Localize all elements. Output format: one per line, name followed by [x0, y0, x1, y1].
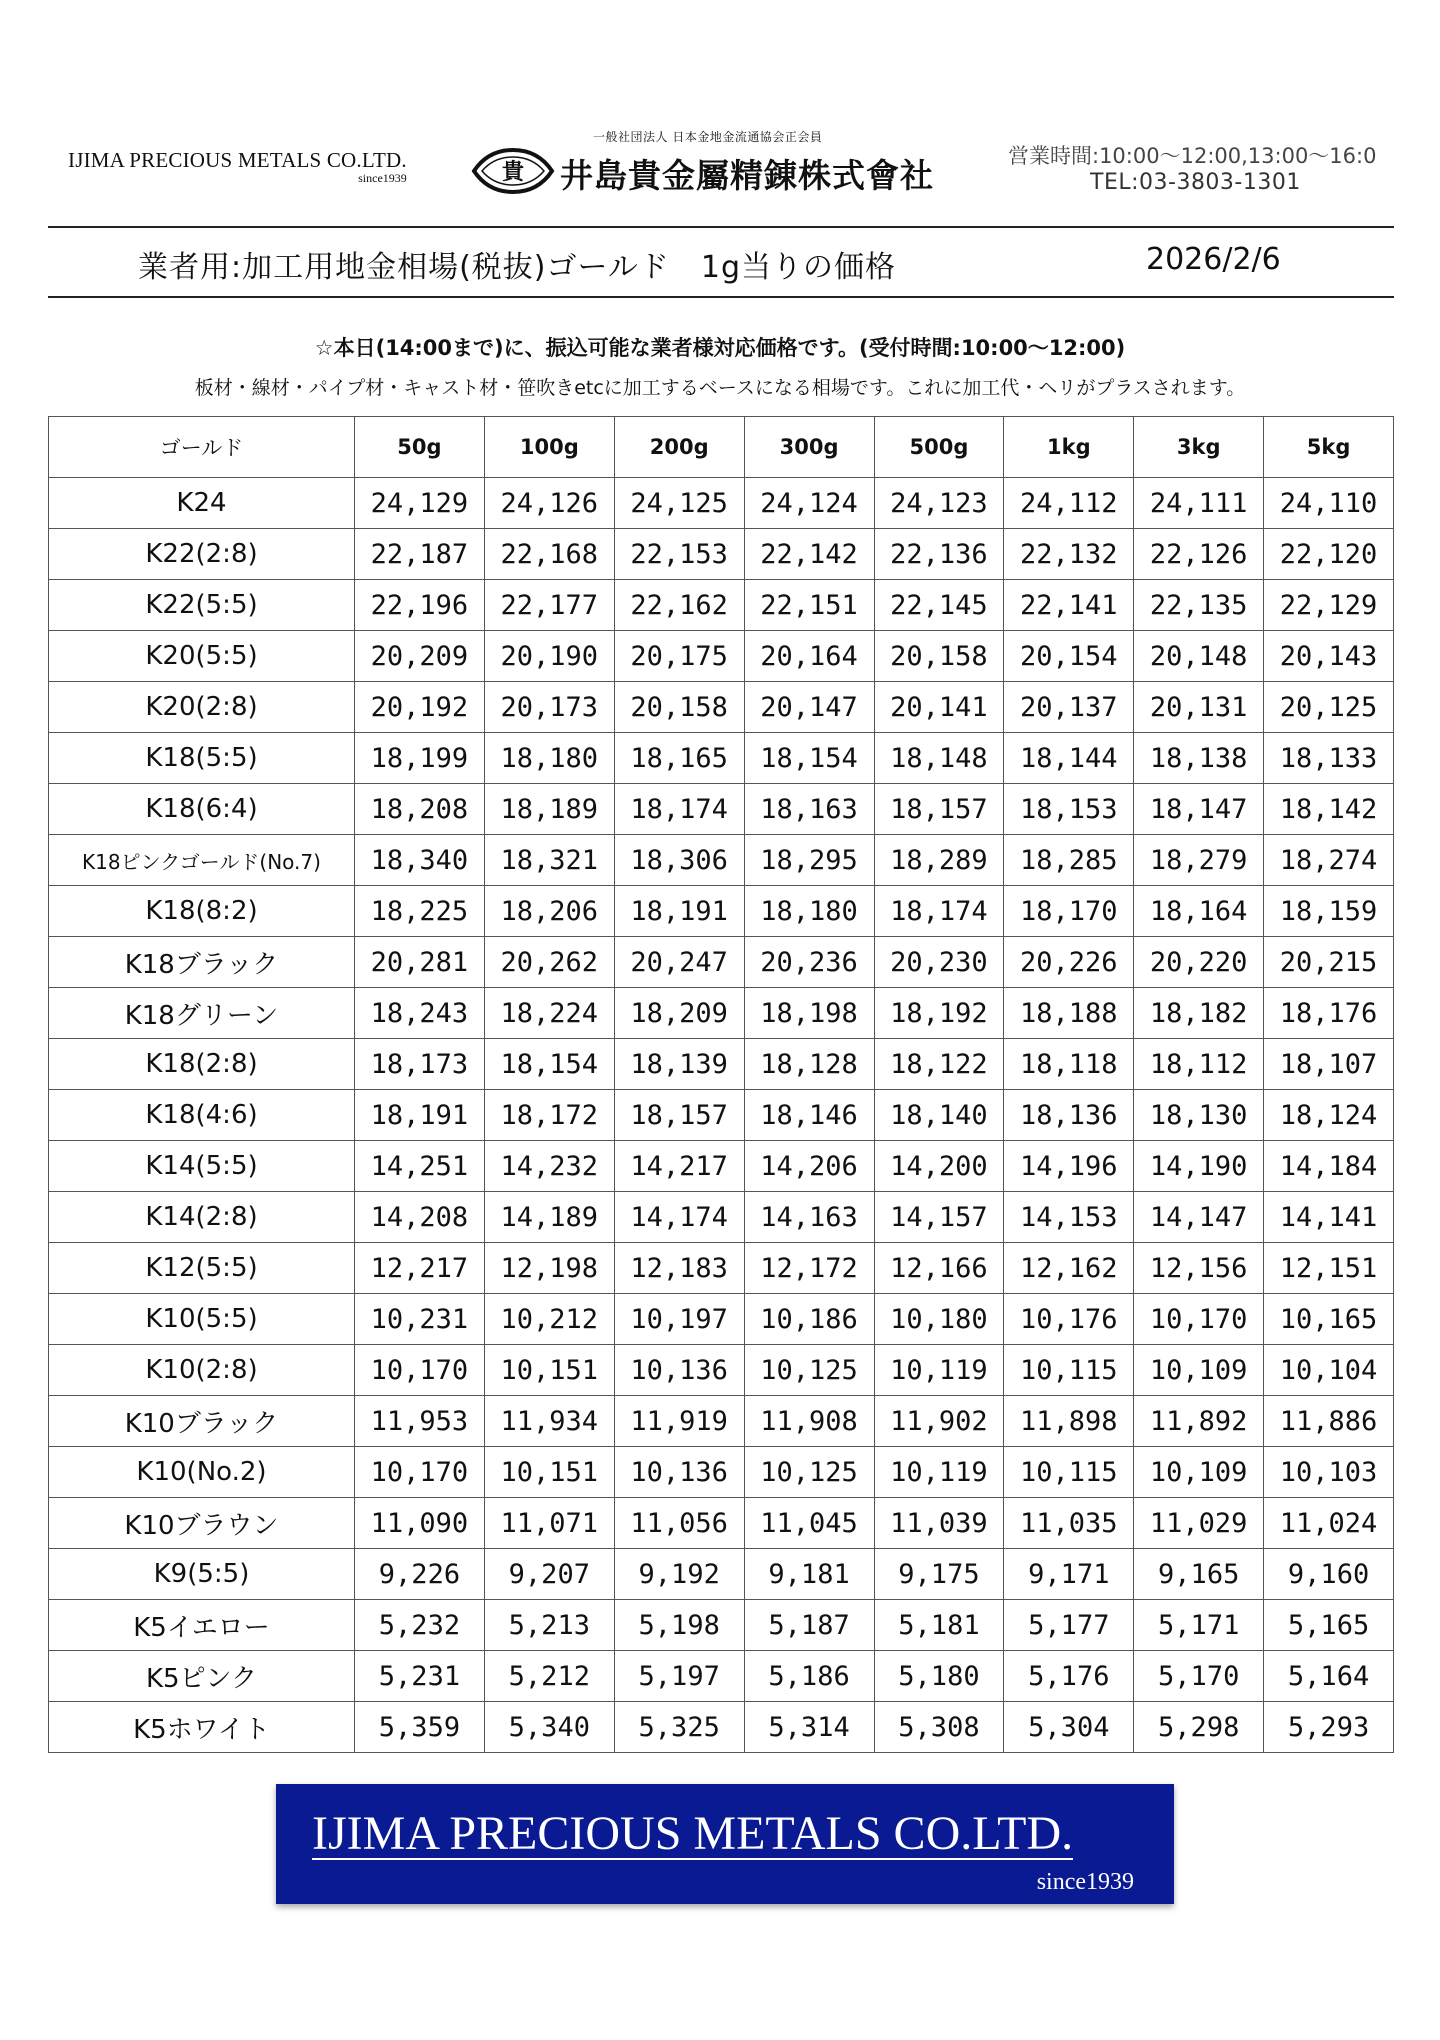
grade-cell: K10(2:8)	[49, 1345, 355, 1396]
price-title-bar	[48, 226, 1394, 298]
price-cell: 10,151	[484, 1447, 614, 1498]
table-body	[49, 478, 1394, 1753]
price-cell: 18,243	[355, 988, 485, 1039]
price-cell: 22,126	[1134, 529, 1264, 580]
price-cell: 5,180	[874, 1651, 1004, 1702]
price-cell: 14,232	[484, 1141, 614, 1192]
price-cell: 18,295	[744, 835, 874, 886]
price-cell: 5,212	[484, 1651, 614, 1702]
price-cell: 18,189	[484, 784, 614, 835]
price-cell: 5,325	[614, 1702, 744, 1753]
price-cell: 12,156	[1134, 1243, 1264, 1294]
price-cell: 18,176	[1264, 988, 1394, 1039]
price-cell: 18,174	[614, 784, 744, 835]
price-cell: 11,090	[355, 1498, 485, 1549]
price-cell: 20,141	[874, 682, 1004, 733]
price-cell: 18,174	[874, 886, 1004, 937]
price-cell: 12,172	[744, 1243, 874, 1294]
price-cell: 20,215	[1264, 937, 1394, 988]
price-cell: 5,176	[1004, 1651, 1134, 1702]
column-header: 200g	[614, 417, 744, 478]
brand-since: since1939	[358, 171, 407, 185]
grade-cell: K9(5:5)	[49, 1549, 355, 1600]
price-cell: 18,321	[484, 835, 614, 886]
grade-cell: K24	[49, 478, 355, 529]
price-cell: 18,209	[614, 988, 744, 1039]
price-notice: ☆本日(14:00まで)に、振込可能な業者様対応価格です。(受付時間:10:00～12:00)	[314, 336, 1126, 360]
price-cell: 10,104	[1264, 1345, 1394, 1396]
price-cell: 14,174	[614, 1192, 744, 1243]
price-cell: 18,118	[1004, 1039, 1134, 1090]
price-cell: 22,135	[1134, 580, 1264, 631]
page-title: 業者用:加工用地金相場(税抜)ゴールド 1g当りの価格	[138, 250, 897, 285]
price-cell: 5,198	[614, 1600, 744, 1651]
price-cell: 5,171	[1134, 1600, 1264, 1651]
price-cell: 10,136	[614, 1345, 744, 1396]
price-cell: 20,164	[744, 631, 874, 682]
price-cell: 18,154	[744, 733, 874, 784]
price-cell: 10,231	[355, 1294, 485, 1345]
price-cell: 18,122	[874, 1039, 1004, 1090]
price-cell: 22,132	[1004, 529, 1134, 580]
price-cell: 22,168	[484, 529, 614, 580]
footer-banner	[276, 1784, 1174, 1904]
price-cell: 24,124	[744, 478, 874, 529]
company-logo	[468, 128, 1008, 200]
grade-cell: K18(8:2)	[49, 886, 355, 937]
price-cell: 18,138	[1134, 733, 1264, 784]
price-cell: 5,164	[1264, 1651, 1394, 1702]
price-cell: 18,142	[1264, 784, 1394, 835]
table-row	[49, 1192, 1394, 1243]
price-cell: 22,153	[614, 529, 744, 580]
price-cell: 12,198	[484, 1243, 614, 1294]
price-cell: 24,126	[484, 478, 614, 529]
price-cell: 5,308	[874, 1702, 1004, 1753]
grade-cell: K10ブラック	[49, 1396, 355, 1447]
business-hours: 営業時間:10:00～12:00,13:00～16:0	[1008, 144, 1377, 168]
price-cell: 20,220	[1134, 937, 1264, 988]
price-cell: 18,133	[1264, 733, 1394, 784]
price-cell: 12,162	[1004, 1243, 1134, 1294]
price-cell: 18,136	[1004, 1090, 1134, 1141]
grade-cell: K5イエロー	[49, 1600, 355, 1651]
price-cell: 18,173	[355, 1039, 485, 1090]
price-cell: 9,181	[744, 1549, 874, 1600]
grade-cell: K14(5:5)	[49, 1141, 355, 1192]
price-sub-notice: 板材・線材・パイプ材・キャスト材・笹吹きetcに加工するベースになる相場です。これに加工代・ヘリがプラスされます。	[194, 377, 1246, 399]
price-cell: 10,109	[1134, 1447, 1264, 1498]
price-cell: 12,166	[874, 1243, 1004, 1294]
price-cell: 24,123	[874, 478, 1004, 529]
table-row	[49, 1039, 1394, 1090]
table-row	[49, 1141, 1394, 1192]
price-cell: 22,129	[1264, 580, 1394, 631]
price-cell: 18,140	[874, 1090, 1004, 1141]
table-row	[49, 1600, 1394, 1651]
table-row	[49, 1090, 1394, 1141]
price-cell: 18,139	[614, 1039, 744, 1090]
price-cell: 20,226	[1004, 937, 1134, 988]
table-row	[49, 937, 1394, 988]
price-cell: 18,340	[355, 835, 485, 886]
price-cell: 22,142	[744, 529, 874, 580]
price-cell: 5,165	[1264, 1600, 1394, 1651]
price-cell: 18,180	[744, 886, 874, 937]
price-cell: 11,892	[1134, 1396, 1264, 1447]
price-cell: 18,146	[744, 1090, 874, 1141]
price-cell: 9,192	[614, 1549, 744, 1600]
grade-cell: K5ホワイト	[49, 1702, 355, 1753]
column-header: 300g	[744, 417, 874, 478]
price-cell: 22,141	[1004, 580, 1134, 631]
grade-cell: K18グリーン	[49, 988, 355, 1039]
price-cell: 24,125	[614, 478, 744, 529]
price-cell: 10,180	[874, 1294, 1004, 1345]
gold-price-table	[48, 416, 1394, 1753]
grade-cell: K12(5:5)	[49, 1243, 355, 1294]
price-cell: 10,125	[744, 1345, 874, 1396]
price-cell: 10,125	[744, 1447, 874, 1498]
price-cell: 11,029	[1134, 1498, 1264, 1549]
price-cell: 11,934	[484, 1396, 614, 1447]
price-cell: 14,157	[874, 1192, 1004, 1243]
price-cell: 18,164	[1134, 886, 1264, 937]
table-row	[49, 835, 1394, 886]
price-cell: 22,177	[484, 580, 614, 631]
price-cell: 22,145	[874, 580, 1004, 631]
column-header: 100g	[484, 417, 614, 478]
price-cell: 11,902	[874, 1396, 1004, 1447]
telephone-number: TEL:03-3803-1301	[1090, 170, 1301, 195]
price-cell: 5,293	[1264, 1702, 1394, 1753]
grade-cell: K10ブラウン	[49, 1498, 355, 1549]
price-cell: 10,186	[744, 1294, 874, 1345]
price-cell: 14,200	[874, 1141, 1004, 1192]
column-header: 500g	[874, 417, 1004, 478]
price-cell: 14,141	[1264, 1192, 1394, 1243]
company-seal-icon	[468, 148, 558, 194]
price-cell: 18,191	[355, 1090, 485, 1141]
price-cell: 9,165	[1134, 1549, 1264, 1600]
table-row	[49, 631, 1394, 682]
brand-name: IJIMA PRECIOUS METALS CO.LTD.	[68, 148, 407, 172]
price-date: 2026/2/6	[1146, 242, 1281, 277]
price-cell: 18,170	[1004, 886, 1134, 937]
price-cell: 18,198	[744, 988, 874, 1039]
price-cell: 10,109	[1134, 1345, 1264, 1396]
price-cell: 18,279	[1134, 835, 1264, 886]
grade-cell: K18(2:8)	[49, 1039, 355, 1090]
price-cell: 20,247	[614, 937, 744, 988]
price-cell: 18,165	[614, 733, 744, 784]
price-cell: 18,225	[355, 886, 485, 937]
price-cell: 18,107	[1264, 1039, 1394, 1090]
grade-cell: K22(2:8)	[49, 529, 355, 580]
table-row	[49, 1702, 1394, 1753]
price-cell: 9,226	[355, 1549, 485, 1600]
price-cell: 5,298	[1134, 1702, 1264, 1753]
price-cell: 10,151	[484, 1345, 614, 1396]
price-cell: 18,192	[874, 988, 1004, 1039]
price-cell: 22,162	[614, 580, 744, 631]
table-row	[49, 886, 1394, 937]
table-row	[49, 988, 1394, 1039]
price-cell: 11,953	[355, 1396, 485, 1447]
table-row	[49, 1447, 1394, 1498]
grade-cell: K18ピンクゴールド(No.7)	[49, 835, 355, 886]
banner-since: since1939	[1036, 1869, 1134, 1895]
price-cell: 14,153	[1004, 1192, 1134, 1243]
price-cell: 12,217	[355, 1243, 485, 1294]
price-cell: 9,175	[874, 1549, 1004, 1600]
price-cell: 20,131	[1134, 682, 1264, 733]
price-cell: 20,190	[484, 631, 614, 682]
price-cell: 20,209	[355, 631, 485, 682]
price-cell: 11,035	[1004, 1498, 1134, 1549]
column-header: 5kg	[1264, 417, 1394, 478]
price-cell: 11,886	[1264, 1396, 1394, 1447]
price-cell: 5,304	[1004, 1702, 1134, 1753]
price-cell: 11,024	[1264, 1498, 1394, 1549]
price-cell: 10,170	[355, 1345, 485, 1396]
price-cell: 9,171	[1004, 1549, 1134, 1600]
price-cell: 18,130	[1134, 1090, 1264, 1141]
price-cell: 10,103	[1264, 1447, 1394, 1498]
grade-cell: K5ピンク	[49, 1651, 355, 1702]
grade-cell: K10(5:5)	[49, 1294, 355, 1345]
price-cell: 10,197	[614, 1294, 744, 1345]
grade-cell: K18(4:6)	[49, 1090, 355, 1141]
banner-company-name: IJIMA PRECIOUS METALS CO.LTD.	[312, 1807, 1074, 1860]
price-cell: 10,136	[614, 1447, 744, 1498]
price-cell: 11,898	[1004, 1396, 1134, 1447]
price-cell: 20,192	[355, 682, 485, 733]
price-cell: 11,039	[874, 1498, 1004, 1549]
price-cell: 20,154	[1004, 631, 1134, 682]
price-cell: 22,136	[874, 529, 1004, 580]
price-cell: 5,359	[355, 1702, 485, 1753]
price-cell: 11,919	[614, 1396, 744, 1447]
price-cell: 10,119	[874, 1345, 1004, 1396]
price-cell: 5,177	[1004, 1600, 1134, 1651]
price-cell: 18,157	[874, 784, 1004, 835]
table-row	[49, 1498, 1394, 1549]
page-header	[48, 120, 1394, 210]
price-cell: 22,187	[355, 529, 485, 580]
price-cell: 18,128	[744, 1039, 874, 1090]
price-cell: 18,306	[614, 835, 744, 886]
price-cell: 12,151	[1264, 1243, 1394, 1294]
price-cell: 10,119	[874, 1447, 1004, 1498]
price-cell: 20,137	[1004, 682, 1134, 733]
price-cell: 24,129	[355, 478, 485, 529]
price-cell: 20,148	[1134, 631, 1264, 682]
price-cell: 10,170	[1134, 1294, 1264, 1345]
company-name: 井島貴金屬精錬株式會社	[560, 156, 934, 195]
table-row	[49, 1345, 1394, 1396]
price-cell: 14,196	[1004, 1141, 1134, 1192]
price-cell: 14,163	[744, 1192, 874, 1243]
price-cell: 20,262	[484, 937, 614, 988]
table-row	[49, 733, 1394, 784]
price-cell: 5,340	[484, 1702, 614, 1753]
price-cell: 22,196	[355, 580, 485, 631]
price-cell: 10,115	[1004, 1345, 1134, 1396]
grade-cell: K20(2:8)	[49, 682, 355, 733]
price-cell: 18,224	[484, 988, 614, 1039]
price-cell: 20,281	[355, 937, 485, 988]
price-cell: 20,175	[614, 631, 744, 682]
price-cell: 5,187	[744, 1600, 874, 1651]
price-cell: 20,125	[1264, 682, 1394, 733]
table-row	[49, 529, 1394, 580]
price-cell: 14,184	[1264, 1141, 1394, 1192]
price-cell: 24,112	[1004, 478, 1134, 529]
price-cell: 18,147	[1134, 784, 1264, 835]
grade-cell: K18(6:4)	[49, 784, 355, 835]
grade-cell: K10(No.2)	[49, 1447, 355, 1498]
price-cell: 18,182	[1134, 988, 1264, 1039]
price-cell: 22,151	[744, 580, 874, 631]
table-row	[49, 1651, 1394, 1702]
price-cell: 9,160	[1264, 1549, 1394, 1600]
price-cell: 10,170	[355, 1447, 485, 1498]
price-cell: 18,163	[744, 784, 874, 835]
price-cell: 14,190	[1134, 1141, 1264, 1192]
table-row	[49, 1294, 1394, 1345]
price-cell: 18,172	[484, 1090, 614, 1141]
price-cell: 18,144	[1004, 733, 1134, 784]
price-cell: 11,908	[744, 1396, 874, 1447]
grade-cell: K18ブラック	[49, 937, 355, 988]
table-row	[49, 1549, 1394, 1600]
price-cell: 14,147	[1134, 1192, 1264, 1243]
table-header-row	[49, 417, 1394, 478]
column-header: ゴールド	[49, 417, 355, 478]
grade-cell: K22(5:5)	[49, 580, 355, 631]
price-cell: 14,189	[484, 1192, 614, 1243]
price-cell: 5,314	[744, 1702, 874, 1753]
price-cell: 24,110	[1264, 478, 1394, 529]
price-cell: 22,120	[1264, 529, 1394, 580]
price-cell: 20,173	[484, 682, 614, 733]
price-cell: 20,236	[744, 937, 874, 988]
price-cell: 10,212	[484, 1294, 614, 1345]
price-cell: 5,186	[744, 1651, 874, 1702]
price-cell: 18,206	[484, 886, 614, 937]
price-cell: 18,191	[614, 886, 744, 937]
price-cell: 18,157	[614, 1090, 744, 1141]
price-cell: 5,231	[355, 1651, 485, 1702]
price-cell: 18,274	[1264, 835, 1394, 886]
price-cell: 18,199	[355, 733, 485, 784]
price-cell: 18,112	[1134, 1039, 1264, 1090]
price-cell: 11,056	[614, 1498, 744, 1549]
price-cell: 12,183	[614, 1243, 744, 1294]
price-cell: 24,111	[1134, 478, 1264, 529]
association-membership: 一般社団法人 日本金地金流通協会正会員	[593, 130, 823, 144]
price-cell: 20,158	[614, 682, 744, 733]
grade-cell: K18(5:5)	[49, 733, 355, 784]
price-cell: 18,154	[484, 1039, 614, 1090]
price-cell: 14,206	[744, 1141, 874, 1192]
price-cell: 18,285	[1004, 835, 1134, 886]
table-row	[49, 1243, 1394, 1294]
price-cell: 20,143	[1264, 631, 1394, 682]
price-cell: 18,180	[484, 733, 614, 784]
price-cell: 18,159	[1264, 886, 1394, 937]
price-cell: 5,213	[484, 1600, 614, 1651]
table-row	[49, 580, 1394, 631]
price-cell: 5,197	[614, 1651, 744, 1702]
price-cell: 10,115	[1004, 1447, 1134, 1498]
price-cell: 18,153	[1004, 784, 1134, 835]
price-cell: 20,230	[874, 937, 1004, 988]
price-cell: 20,147	[744, 682, 874, 733]
price-cell: 11,045	[744, 1498, 874, 1549]
price-cell: 18,188	[1004, 988, 1134, 1039]
price-cell: 11,071	[484, 1498, 614, 1549]
price-cell: 5,170	[1134, 1651, 1264, 1702]
price-cell: 14,217	[614, 1141, 744, 1192]
table-row	[49, 478, 1394, 529]
brand-wordmark	[68, 148, 407, 186]
grade-cell: K14(2:8)	[49, 1192, 355, 1243]
price-cell: 18,289	[874, 835, 1004, 886]
price-cell: 18,124	[1264, 1090, 1394, 1141]
price-cell: 5,181	[874, 1600, 1004, 1651]
price-cell: 18,148	[874, 733, 1004, 784]
column-header: 3kg	[1134, 417, 1264, 478]
table-row	[49, 1396, 1394, 1447]
seal-character: 貴	[501, 160, 525, 185]
table-row	[49, 784, 1394, 835]
column-header: 50g	[355, 417, 485, 478]
price-cell: 18,208	[355, 784, 485, 835]
column-header: 1kg	[1004, 417, 1134, 478]
price-cell: 9,207	[484, 1549, 614, 1600]
price-cell: 5,232	[355, 1600, 485, 1651]
price-cell: 14,208	[355, 1192, 485, 1243]
table-row	[49, 682, 1394, 733]
price-cell: 10,165	[1264, 1294, 1394, 1345]
price-cell: 10,176	[1004, 1294, 1134, 1345]
grade-cell: K20(5:5)	[49, 631, 355, 682]
price-cell: 14,251	[355, 1141, 485, 1192]
price-cell: 20,158	[874, 631, 1004, 682]
